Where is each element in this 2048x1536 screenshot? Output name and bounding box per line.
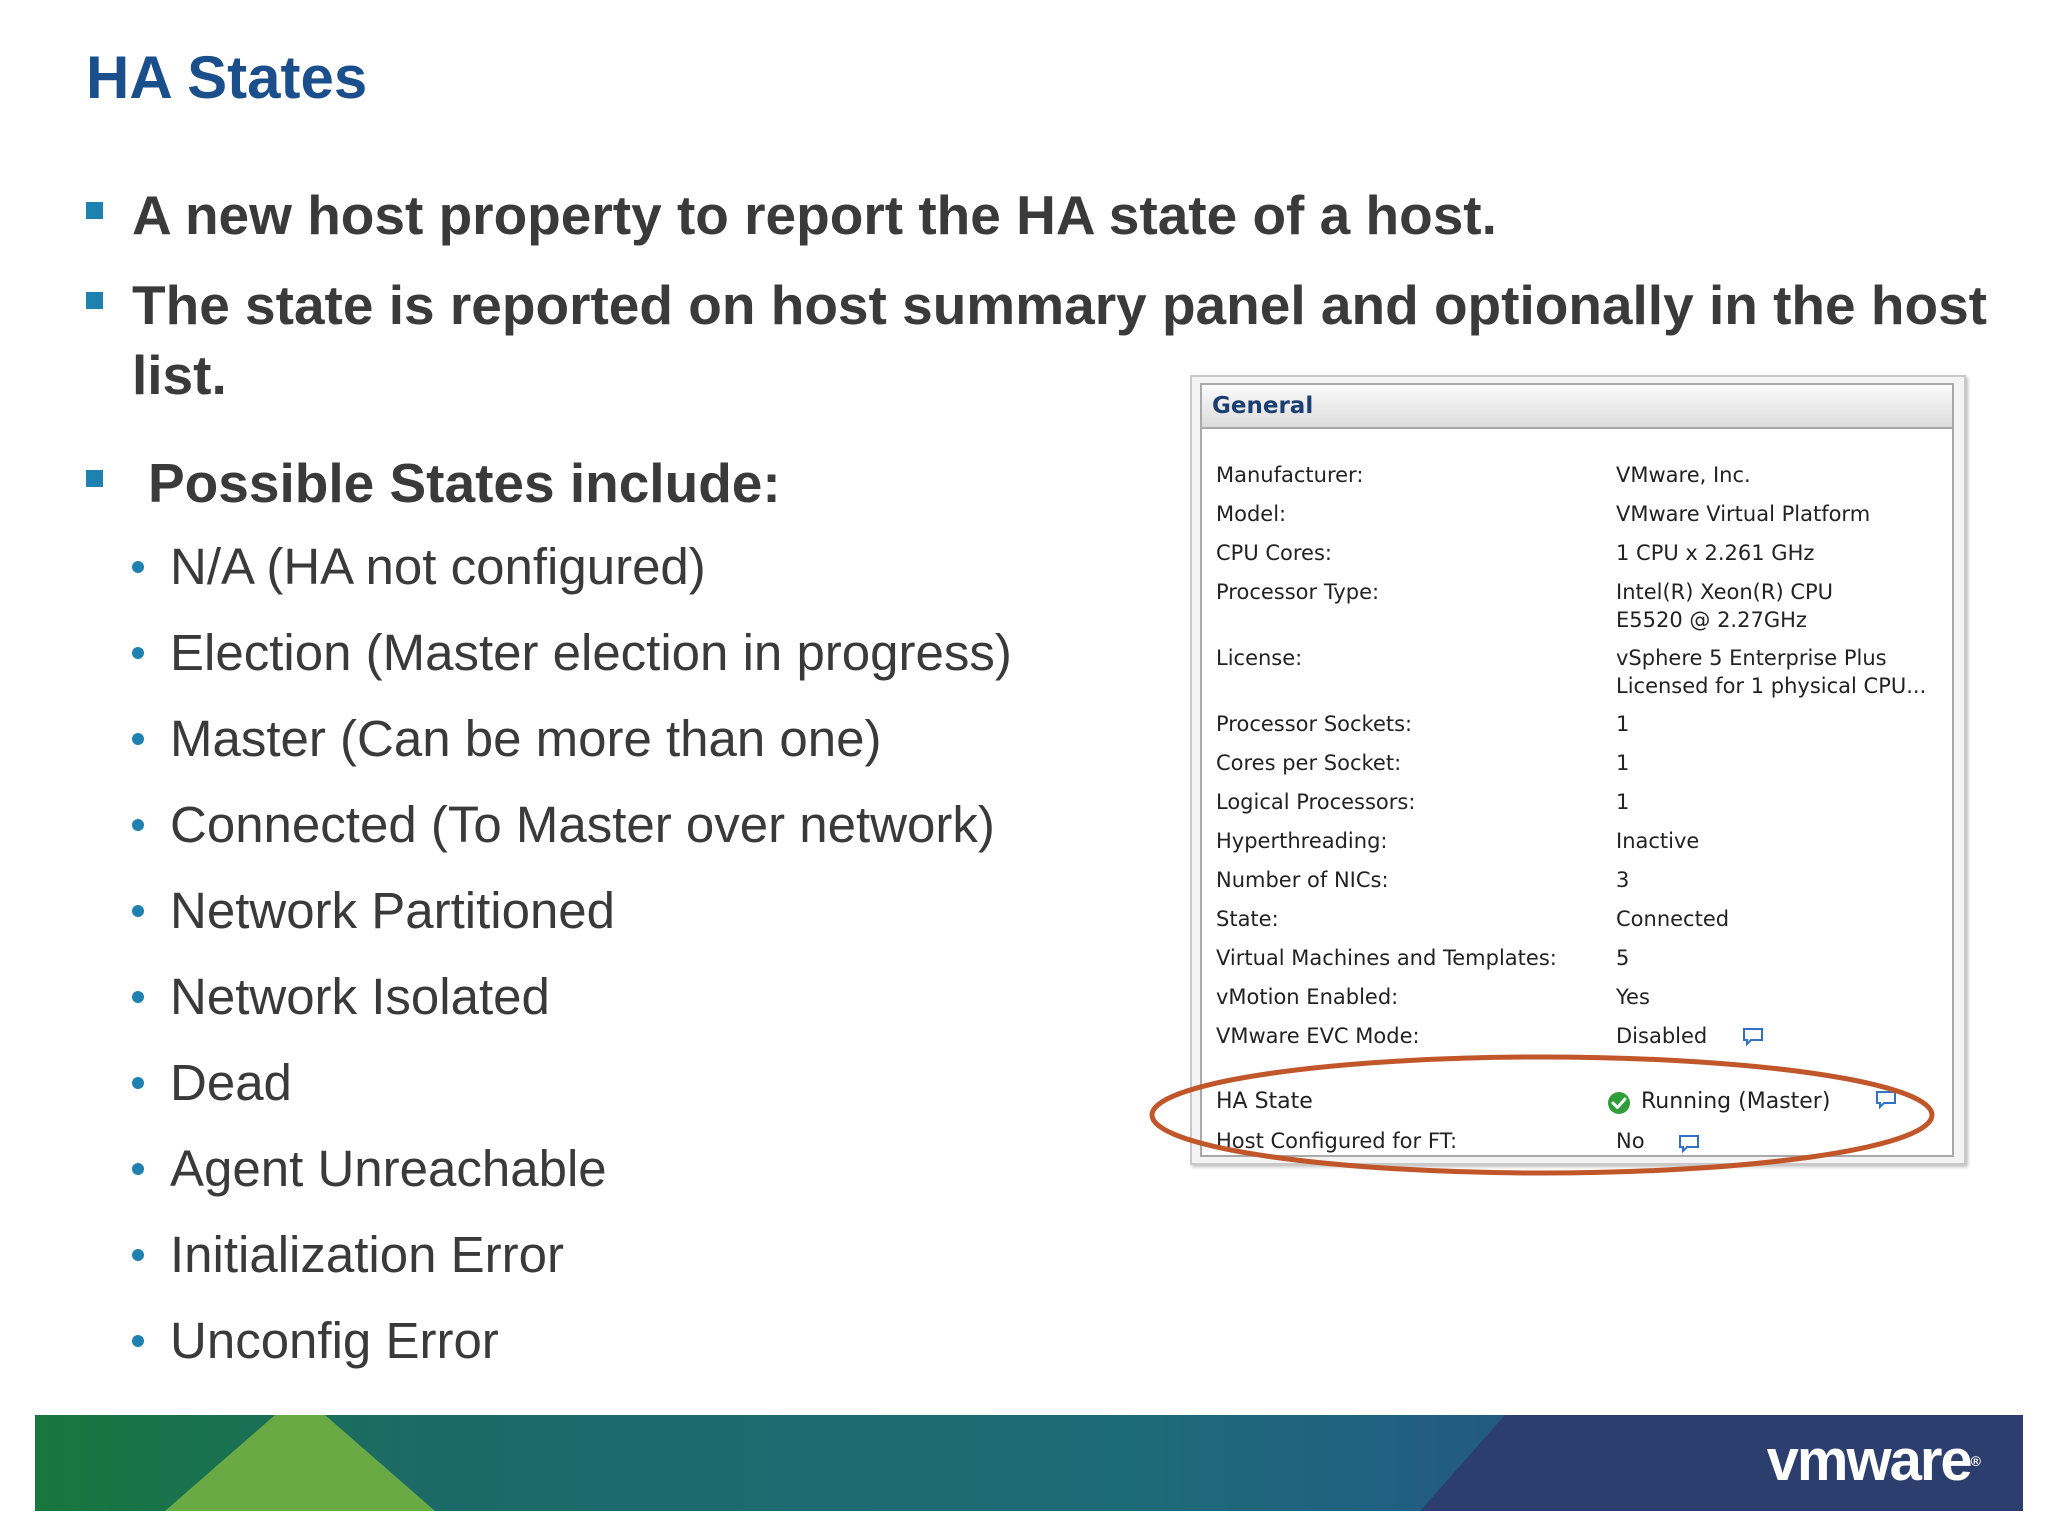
- property-value: 5: [1616, 946, 1630, 970]
- footer-banner: [35, 1415, 2023, 1511]
- state-text: Connected (To Master over network): [170, 796, 995, 853]
- property-label: vMotion Enabled:: [1216, 985, 1399, 1009]
- dot-bullet-icon: [132, 1249, 144, 1261]
- square-bullet-icon: [86, 202, 103, 219]
- property-value-line2: Licensed for 1 physical CPU...: [1616, 674, 1927, 698]
- dot-bullet-icon: [132, 1163, 144, 1175]
- footer-decoration: [35, 1415, 2023, 1511]
- property-value: No: [1616, 1129, 1645, 1153]
- property-label: CPU Cores:: [1216, 541, 1332, 565]
- property-label: Logical Processors:: [1216, 790, 1416, 814]
- property-value: 3: [1616, 868, 1630, 892]
- property-label: Number of NICs:: [1216, 868, 1389, 892]
- property-label: Virtual Machines and Templates:: [1216, 946, 1557, 970]
- state-text: Unconfig Error: [170, 1312, 499, 1369]
- property-value: 1: [1616, 712, 1630, 736]
- property-value-line2: E5520 @ 2.27GHz: [1616, 608, 1807, 632]
- property-label: Hyperthreading:: [1216, 829, 1388, 853]
- state-text: Dead: [170, 1054, 292, 1111]
- property-label: Model:: [1216, 502, 1287, 526]
- property-value: 1: [1616, 790, 1630, 814]
- dot-bullet-icon: [132, 991, 144, 1003]
- property-label: Processor Type:: [1216, 580, 1380, 604]
- state-text: Network Partitioned: [170, 882, 616, 939]
- state-text: Agent Unreachable: [170, 1140, 607, 1197]
- bullet-text: The state is reported on host summary panel and optionally in the host list.: [132, 274, 1987, 406]
- property-value: Intel(R) Xeon(R) CPU: [1616, 580, 1834, 604]
- dot-bullet-icon: [132, 733, 144, 745]
- property-label: License:: [1216, 646, 1303, 670]
- property-label: Manufacturer:: [1216, 463, 1364, 487]
- dot-bullet-icon: [132, 819, 144, 831]
- property-label: VMware EVC Mode:: [1216, 1024, 1420, 1048]
- bullet-text: A new host property to report the HA state of a host.: [132, 184, 1497, 246]
- dot-bullet-icon: [132, 647, 144, 659]
- property-value: vSphere 5 Enterprise Plus: [1616, 646, 1887, 670]
- property-value: Connected: [1616, 907, 1730, 931]
- property-value: 1 CPU x 2.261 GHz: [1616, 541, 1815, 565]
- square-bullet-icon: [86, 292, 103, 309]
- highlight-ellipse: [1142, 1040, 1942, 1190]
- square-bullet-icon: [86, 470, 103, 487]
- state-text: N/A (HA not configured): [170, 538, 706, 595]
- dot-bullet-icon: [132, 1077, 144, 1089]
- property-label: Processor Sockets:: [1216, 712, 1413, 736]
- property-value: VMware, Inc.: [1616, 463, 1751, 487]
- ha-state-value: Running (Master): [1641, 1089, 1831, 1114]
- property-value: VMware Virtual Platform: [1616, 502, 1871, 526]
- bullet-item: [86, 180, 1986, 250]
- property-label: State:: [1216, 907, 1279, 931]
- dot-bullet-icon: [132, 561, 144, 573]
- property-value: 1: [1616, 751, 1630, 775]
- bullet-text: Possible States include:: [148, 452, 781, 514]
- property-label: Cores per Socket:: [1216, 751, 1402, 775]
- state-text: Master (Can be more than one): [170, 710, 882, 767]
- property-value: Inactive: [1616, 829, 1700, 853]
- state-item: [132, 1298, 1986, 1384]
- slide-title: HA States: [86, 44, 368, 111]
- dot-bullet-icon: [132, 1335, 144, 1347]
- state-item: [132, 1212, 1986, 1298]
- property-value: Yes: [1616, 985, 1650, 1009]
- dot-bullet-icon: [132, 905, 144, 917]
- property-value: Disabled: [1616, 1024, 1708, 1048]
- vmware-logo: vmware®: [1766, 1428, 1981, 1493]
- state-text: Election (Master election in progress): [170, 624, 1012, 681]
- ha-state-label: HA State: [1216, 1089, 1313, 1114]
- property-label: Host Configured for FT:: [1216, 1129, 1458, 1153]
- panel-header: General: [1202, 385, 1952, 429]
- state-text: Initialization Error: [170, 1226, 564, 1283]
- state-text: Network Isolated: [170, 968, 550, 1025]
